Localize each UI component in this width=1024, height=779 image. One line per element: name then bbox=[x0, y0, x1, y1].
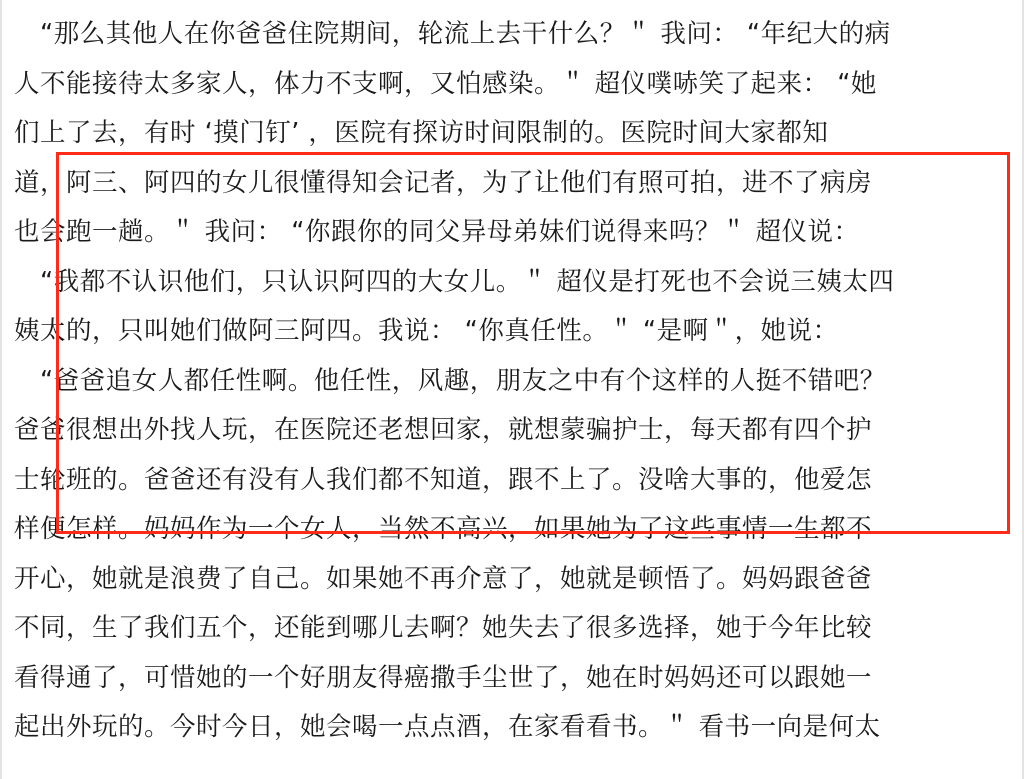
text-line: 样便怎样。妈妈作为一个女人，当然不高兴，如果她为了这些事情一生都不 bbox=[14, 514, 873, 544]
text-line: “我都不认识他们，只认识阿四的大女儿。＂ 超仪是打死也不会说三姨太四 bbox=[14, 266, 895, 297]
text-line: “那么其他人在你爸爸住院期间，轮流上去干什么？＂ 我问： “年纪大的病 bbox=[14, 19, 891, 49]
text-line: 士轮班的。爸爸还有没有人我们都不知道，跟不上了。没啥大事的，他爱怎 bbox=[14, 464, 873, 495]
text-line: 道，阿三、阿四的女儿很懂得知会记者，为了让他们有照可拍，进不了病房 bbox=[14, 167, 873, 198]
text-line: 姨太的，只叫她们做阿三阿四。我说： “你真任性。＂ “是啊＂，她说： bbox=[14, 316, 839, 346]
text-line: 也会跑一趟。＂ 我问： “你跟你的同父异母弟妹们说得来吗？＂ 超仪说： bbox=[14, 217, 860, 247]
text-line: 不同，生了我们五个，还能到哪儿去啊？她失去了很多选择，她于今年比较 bbox=[14, 613, 873, 643]
text-line: 们上了去，有时 ‘摸门钉’ ，医院有探访时间限制的。医院时间大家都知 bbox=[14, 118, 829, 148]
text-line: 看得通了，可惜她的一个好朋友得癌撒手尘世了，她在时妈妈还可以跟她一 bbox=[14, 662, 873, 693]
text-line: 爸爸很想出外找人玩，在医院还老想回家，就想蒙骗护士，每天都有四个护 bbox=[14, 415, 873, 445]
text-line: 起出外玩的。今时今日，她会喝一点点酒，在家看看书。＂ 看书一向是何太 bbox=[14, 712, 881, 742]
text-line: “爸爸追女人都任性啊。他任性，风趣，朋友之中有个这样的人挺不错吧？ bbox=[14, 365, 886, 396]
text-line: 人不能接待太多家人，体力不支啊，又怕感染。＂ 超仪噗哧笑了起来： “她 bbox=[14, 68, 877, 99]
text-line: 开心，她就是浪费了自己。如果她不再介意了，她就是顿悟了。妈妈跟爸爸 bbox=[14, 563, 873, 594]
